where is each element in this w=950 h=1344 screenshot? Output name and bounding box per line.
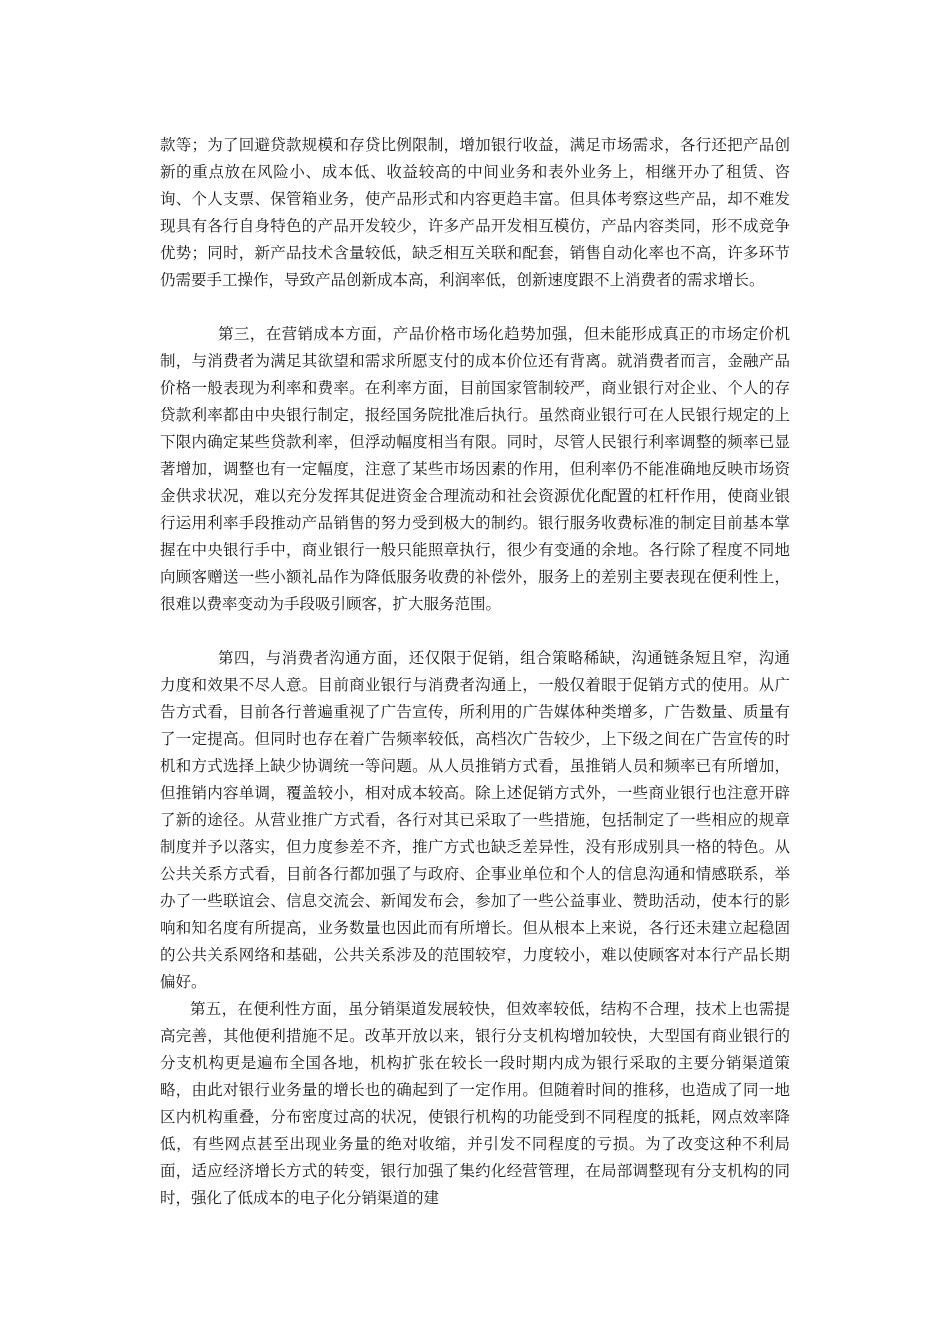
paragraph-fifth: 第五，在便利性方面，虽分销渠道发展较快，但效率较低，结构不合理，技术上也需提高完善，其他便利措施不足。改革开放以来，银行分支机构增加较快，大型国有商业银行的分支机构更是遍布全国各地，机构扩张在较长一段时期内成为银行采取的主要分销渠道策略，由此对银行业务量的增长也的确起到了一定作用。但随着时间的推移，也造成了同一地区内机构重叠，分布密度过高的状况，使银行机构的功能受到不同程度的抵耗，网点效率降低，有些网点甚至出现业务量的绝对收缩，并引发不同程度的亏损。为了改变这种不利局面，适应经济增长方式的转变，银行加强了集约化经营管理，在局部调整现有分支机构的同时，强化了低成本的电子化分销渠道的建 <box>160 1000 790 1207</box>
paragraph-continuation: 款等；为了回避贷款规模和存贷比例限制，增加银行收益，满足市场需求，各行还把产品创新的重点放在风险小、成本低、收益较高的中间业务和表外业务上，相继开办了租赁、咨询、个人支票、保管箱业务，使产品形式和内容更趋丰富。但具体考察这些产品，却不难发现具有各行自身特色的产品开发较少，许多产品开发相互模仿，产品内容类同，形不成竞争优势；同时，新产品技术含量较低，缺乏相互关联和配套，销售自动化率也不高，许多环节仍需要手工操作，导致产品创新成本高，利润率低，创新速度跟不上消费者的需求增长。 <box>160 136 790 289</box>
paragraph-spacer <box>160 294 790 321</box>
paragraph-fourth: 第四，与消费者沟通方面，还仅限于促销，组合策略稀缺，沟通链条短且窄，沟通力度和效果不尽人意。目前商业银行与消费者沟通上，一般仅着眼于促销方式的使用。从广告方式看，目前各行普遍重视了广告宣传，所利用的广告媒体种类增多，广告数量、质量有了一定提高。但同时也存在着广告频率较低，高档次广告较少，上下级之间在广告宣传的时机和方式选择上缺少协调统一等问题。从人员推销方式看，虽推销人员和频率已有所增加，但推销内容单调，覆盖较小，相对成本较高。除上述促销方式外，一些商业银行也注意开辟了新的途径。从营业推广方式看，各行对其已采取了一些措施，包括制定了一些相应的规章制度并予以落实，但力度参差不齐，推广方式也缺乏差异性，没有形成别具一格的特色。从公共关系方式看，目前各行都加强了与政府、企事业单位和个人的信息沟通和情感联系，举办了一些联谊会、信息交流会、新闻发布会，参加了一些公益事业、赞助活动，使本行的影响和知名度有所提高，业务数量也因此而有所增长。但从根本上来说，各行还未建立起稳固的公共关系网络和基础，公共关系涉及的范围较窄，力度较小，难以使顾客对本行产品长期偏好。 <box>160 649 790 991</box>
document-body <box>160 132 790 1212</box>
paragraph-spacer <box>160 618 790 645</box>
paragraph-third: 第三，在营销成本方面，产品价格市场化趋势加强，但未能形成真正的市场定价机制，与消费者为满足其欲望和需求所愿支付的成本价位还有背离。就消费者而言，金融产品价格一般表现为利率和费率。在利率方面，目前国家管制较严，商业银行对企业、个人的存贷款利率都由中央银行制定，报经国务院批准后执行。虽然商业银行可在人民银行规定的上下限内确定某些贷款利率，但浮动幅度相当有限。同时，尽管人民银行利率调整的频率已显著增加，调整也有一定幅度，注意了某些市场因素的作用，但利率仍不能准确地反映市场资金供求状况，难以充分发挥其促进资金合理流动和社会资源优化配置的杠杆作用，使商业银行运用利率手段推动产品销售的努力受到极大的制约。银行服务收费标准的制定目前基本掌握在中央银行手中，商业银行一般只能照章执行，很少有变通的余地。各行除了程度不同地向顾客赠送一些小额礼品作为降低服务收费的补偿外，服务上的差别主要表现在便利性上，很难以费率变动为手段吸引顾客，扩大服务范围。 <box>160 325 790 613</box>
